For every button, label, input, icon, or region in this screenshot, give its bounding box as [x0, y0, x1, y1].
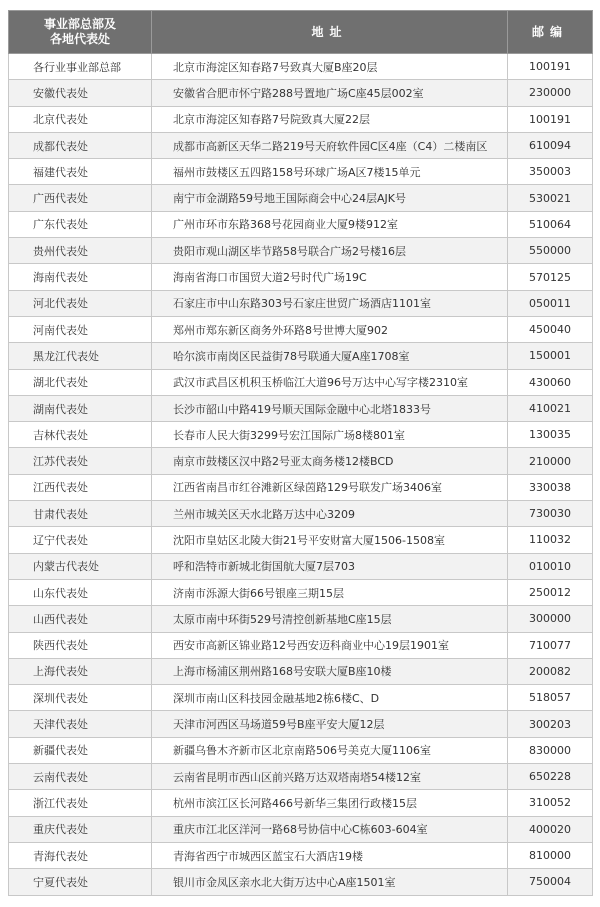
table-row [9, 448, 593, 474]
address-cell: 安徽省合肥市怀宁路288号置地广场C座45层002室 [152, 80, 508, 106]
zip-cell: 100191 [508, 54, 593, 80]
zip-cell: 330038 [508, 474, 593, 500]
table-row [9, 264, 593, 290]
address-cell: 北京市海淀区知春路7号院致真大厦22层 [152, 106, 508, 132]
zip-cell: 650228 [508, 764, 593, 790]
office-name-cell: 湖北代表处 [9, 369, 152, 395]
zip-cell: 510064 [508, 211, 593, 237]
office-name-cell: 上海代表处 [9, 658, 152, 684]
office-name-cell: 北京代表处 [9, 106, 152, 132]
table-row [9, 132, 593, 158]
table-row [9, 842, 593, 868]
table-row [9, 553, 593, 579]
office-name-cell: 甘肃代表处 [9, 501, 152, 527]
table-row [9, 422, 593, 448]
zip-cell: 130035 [508, 422, 593, 448]
table-row [9, 474, 593, 500]
address-cell: 天津市河西区马场道59号B座平安大厦12层 [152, 711, 508, 737]
address-cell: 云南省昆明市西山区前兴路万达双塔南塔54楼12室 [152, 764, 508, 790]
address-cell: 济南市泺源大街66号银座三期15层 [152, 579, 508, 605]
office-name-cell: 陕西代表处 [9, 632, 152, 658]
office-name-cell: 成都代表处 [9, 132, 152, 158]
address-cell: 长春市人民大街3299号宏江国际广场8楼801室 [152, 422, 508, 448]
zip-cell: 010010 [508, 553, 593, 579]
table-row [9, 343, 593, 369]
table-row [9, 185, 593, 211]
zip-cell: 310052 [508, 790, 593, 816]
table-row [9, 685, 593, 711]
header-office-name-line2: 各地代表处 [49, 32, 110, 46]
address-cell: 南京市鼓楼区汉中路2号亚太商务楼12楼BCD [152, 448, 508, 474]
office-name-cell: 青海代表处 [9, 842, 152, 868]
table-row [9, 632, 593, 658]
table-header [9, 11, 593, 54]
address-cell: 广州市环市东路368号花园商业大厦9楼912室 [152, 211, 508, 237]
header-office-name [9, 11, 152, 54]
zip-cell: 550000 [508, 238, 593, 264]
office-name-cell: 浙江代表处 [9, 790, 152, 816]
table-row [9, 501, 593, 527]
zip-cell: 200082 [508, 658, 593, 684]
address-cell: 呼和浩特市新城北街国航大厦7层703 [152, 553, 508, 579]
address-cell: 银川市金凤区亲水北大街万达中心A座1501室 [152, 869, 508, 895]
office-name-cell: 深圳代表处 [9, 685, 152, 711]
header-office-name-line1: 事业部总部及 [43, 17, 116, 31]
table-row [9, 711, 593, 737]
office-name-cell: 辽宁代表处 [9, 527, 152, 553]
zip-cell: 530021 [508, 185, 593, 211]
zip-cell: 400020 [508, 816, 593, 842]
zip-cell: 430060 [508, 369, 593, 395]
office-name-cell: 宁夏代表处 [9, 869, 152, 895]
zip-cell: 150001 [508, 343, 593, 369]
table-row [9, 395, 593, 421]
address-cell: 石家庄市中山东路303号石家庄世贸广场酒店1101室 [152, 290, 508, 316]
zip-cell: 210000 [508, 448, 593, 474]
table-row [9, 369, 593, 395]
zip-cell: 518057 [508, 685, 593, 711]
zip-cell: 050011 [508, 290, 593, 316]
address-cell: 长沙市韶山中路419号顺天国际金融中心北塔1833号 [152, 395, 508, 421]
zip-cell: 450040 [508, 316, 593, 342]
address-cell: 北京市海淀区知春路7号致真大厦B座20层 [152, 54, 508, 80]
zip-cell: 230000 [508, 80, 593, 106]
header-address: 地址 [152, 11, 508, 54]
table-row [9, 606, 593, 632]
office-name-cell: 山东代表处 [9, 579, 152, 605]
address-cell: 杭州市滨江区长河路466号新华三集团行政楼15层 [152, 790, 508, 816]
table-row [9, 869, 593, 895]
address-cell: 江西省南昌市红谷滩新区绿茵路129号联发广场3406室 [152, 474, 508, 500]
address-cell: 深圳市南山区科技园金融基地2栋6楼C、D [152, 685, 508, 711]
address-cell: 太原市南中环街529号清控创新基地C座15层 [152, 606, 508, 632]
zip-cell: 810000 [508, 842, 593, 868]
office-name-cell: 吉林代表处 [9, 422, 152, 448]
address-cell: 兰州市城关区天水北路万达中心3209 [152, 501, 508, 527]
address-cell: 武汉市武昌区机积玉桥临江大道96号万达中心写字楼2310室 [152, 369, 508, 395]
address-cell: 新疆乌鲁木齐新市区北京南路506号美克大厦1106室 [152, 737, 508, 763]
address-cell: 哈尔滨市南岗区民益街78号联通大厦A座1708室 [152, 343, 508, 369]
address-cell: 海南省海口市国贸大道2号时代广场19C [152, 264, 508, 290]
zip-cell: 410021 [508, 395, 593, 421]
address-cell: 成都市高新区天华二路219号天府软件园C区4座（C4）二楼南区 [152, 132, 508, 158]
address-cell: 福州市鼓楼区五四路158号环球广场A区7楼15单元 [152, 159, 508, 185]
zip-cell: 830000 [508, 737, 593, 763]
office-name-cell: 河北代表处 [9, 290, 152, 316]
office-name-cell: 贵州代表处 [9, 238, 152, 264]
table-row [9, 816, 593, 842]
zip-cell: 300203 [508, 711, 593, 737]
address-cell: 青海省西宁市城西区蓝宝石大酒店19楼 [152, 842, 508, 868]
zip-cell: 730030 [508, 501, 593, 527]
office-name-cell: 福建代表处 [9, 159, 152, 185]
office-name-cell: 湖南代表处 [9, 395, 152, 421]
table-row [9, 80, 593, 106]
address-cell: 西安市高新区锦业路12号西安迈科商业中心19层1901室 [152, 632, 508, 658]
office-name-cell: 天津代表处 [9, 711, 152, 737]
address-cell: 贵阳市观山湖区毕节路58号联合广场2号楼16层 [152, 238, 508, 264]
zip-cell: 100191 [508, 106, 593, 132]
office-name-cell: 重庆代表处 [9, 816, 152, 842]
address-cell: 上海市杨浦区荆州路168号安联大厦B座10楼 [152, 658, 508, 684]
table-row [9, 238, 593, 264]
office-name-cell: 山西代表处 [9, 606, 152, 632]
office-name-cell: 广东代表处 [9, 211, 152, 237]
office-name-cell: 海南代表处 [9, 264, 152, 290]
table-row [9, 790, 593, 816]
table-row [9, 658, 593, 684]
zip-cell: 250012 [508, 579, 593, 605]
office-name-cell: 江西代表处 [9, 474, 152, 500]
office-name-cell: 江苏代表处 [9, 448, 152, 474]
office-name-cell: 黑龙江代表处 [9, 343, 152, 369]
office-name-cell: 广西代表处 [9, 185, 152, 211]
zip-cell: 300000 [508, 606, 593, 632]
table-row [9, 106, 593, 132]
zip-cell: 570125 [508, 264, 593, 290]
table-body [9, 54, 593, 896]
zip-cell: 350003 [508, 159, 593, 185]
zip-cell: 750004 [508, 869, 593, 895]
header-zip: 邮编 [508, 11, 593, 54]
table-row [9, 211, 593, 237]
table-row [9, 290, 593, 316]
table-row [9, 316, 593, 342]
table-row [9, 764, 593, 790]
office-name-cell: 河南代表处 [9, 316, 152, 342]
office-table [8, 10, 593, 896]
office-name-cell: 内蒙古代表处 [9, 553, 152, 579]
address-cell: 南宁市金湖路59号地王国际商会中心24层AJK号 [152, 185, 508, 211]
zip-cell: 110032 [508, 527, 593, 553]
table-row [9, 527, 593, 553]
zip-cell: 610094 [508, 132, 593, 158]
office-name-cell: 各行业事业部总部 [9, 54, 152, 80]
office-name-cell: 新疆代表处 [9, 737, 152, 763]
office-directory [8, 10, 592, 896]
office-name-cell: 云南代表处 [9, 764, 152, 790]
table-row [9, 159, 593, 185]
table-row [9, 737, 593, 763]
table-row [9, 54, 593, 80]
address-cell: 重庆市江北区洋河一路68号协信中心C栋603-604室 [152, 816, 508, 842]
address-cell: 沈阳市皇姑区北陵大街21号平安财富大厦1506-1508室 [152, 527, 508, 553]
zip-cell: 710077 [508, 632, 593, 658]
table-row [9, 579, 593, 605]
address-cell: 郑州市郑东新区商务外环路8号世博大厦902 [152, 316, 508, 342]
office-name-cell: 安徽代表处 [9, 80, 152, 106]
header-row [9, 11, 593, 54]
